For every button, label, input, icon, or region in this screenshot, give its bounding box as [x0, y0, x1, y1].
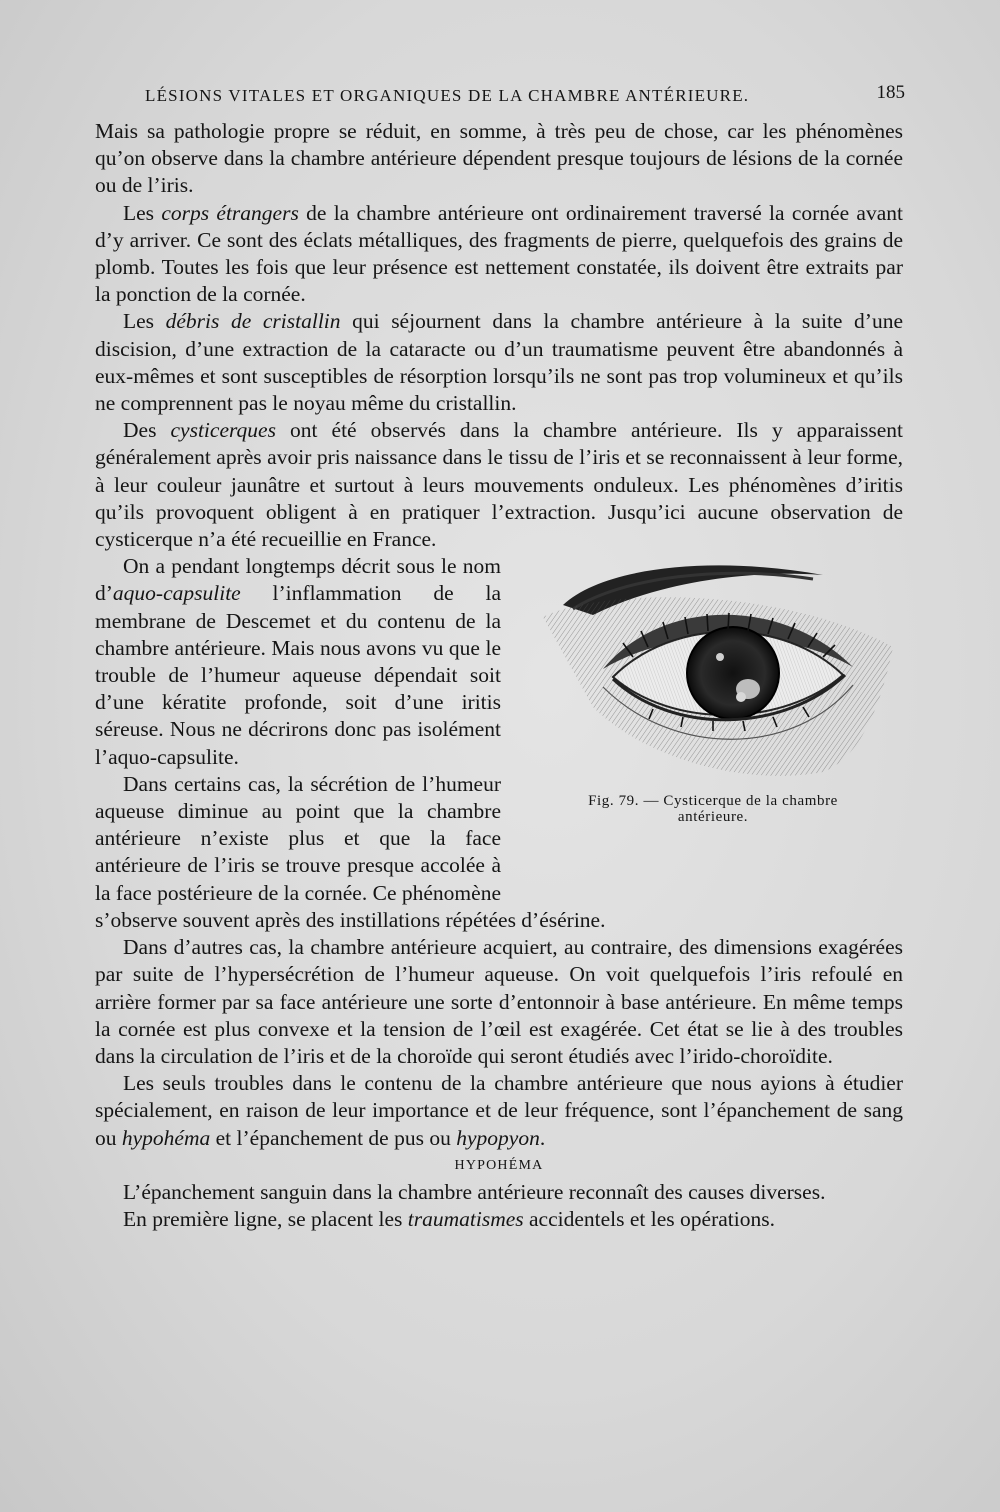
body-text	[95, 118, 903, 1233]
paragraph: En première ligne, se placent les traumatismes accidentels et les opérations.	[123, 1207, 775, 1232]
paragraph: Les débris de cristallin qui séjournent dans la chambre antérieure à la suite d’une discision, d’une extraction de la cataracte ou d’un traumatisme peuvent être abandonnés à eux-mêmes et sont susceptibles de résorption lorsqu’ils ne sont pas trop volumineux et qu’ils ne comprennent pas le noyau même du cristallin.	[95, 309, 904, 416]
eye-illustration	[523, 557, 903, 787]
italic-term: hypopyon	[456, 1125, 540, 1150]
figure-caption: Fig. 79. — Cysticerque de la chambre antérieure.	[588, 793, 838, 826]
italic-term: corps étrangers	[161, 200, 299, 225]
paragraph: Les corps étrangers de la chambre antérieure ont ordinairement traversé la cornée avant d’y arriver. Ce sont des éclats métalliques, des fragments de pierre, quelquefois des grains de plomb. Toutes les fois que leur présence est nettement constatée, ils doivent être extraits par la ponction de la cornée.	[95, 200, 903, 307]
paragraph: Des cysticerques ont été observés dans la chambre antérieure. Ils y apparaissent généralement après avoir pris naissance dans le tissu de l’iris et se reconnaissent à leur forme, à leur couleur jaunâtre et surtout à leurs mouvements onduleux. Les phénomènes d’iritis qu’ils provoquent obligent à en pratiquer l’extraction. Jusqu’ici aucune observation de cysticerque n’a été recueillie en France.	[95, 418, 904, 552]
paragraph: Dans certains cas, la sécrétion de l’humeur aqueuse diminue au point que la chambre antérieure n’existe plus et que la face antérieure de l’iris se trouve presque accolée à la face postérieure de la cornée. Ce phénomène s’observe souvent après des instillations répétées d’ésérine.	[95, 771, 606, 932]
section-heading: HYPOHÉMA	[454, 1157, 544, 1173]
iris	[687, 627, 779, 719]
italic-term: traumatismes	[407, 1207, 524, 1232]
paragraph: L’épanchement sanguin dans la chambre antérieure reconnaît des causes diverses.	[123, 1179, 826, 1204]
paragraph: Mais sa pathologie propre se réduit, en somme, à très peu de chose, car les phénomènes qu’on observe dans la chambre antérieure dépendent presque toujours de lésions de la cornée ou de l’iris.	[95, 119, 903, 198]
paragraph: On a pendant longtemps décrit sous le nom d’aquo-capsulite l’inflammation de la membrane de Descemet et du contenu de la chambre antérieure. Mais nous avons vu que le trouble de l’humeur aqueuse dépendait soit d’une kératite profonde, soit d’une iritis séreuse. Nous ne décrirons donc pas isolément l’aquo-capsulite.	[95, 554, 501, 769]
italic-term: hypohéma	[121, 1125, 211, 1150]
paragraph: Dans d’autres cas, la chambre antérieure acquiert, au contraire, des dimensions exagérées par suite de l’hypersécrétion de l’humeur aqueuse. On voit quelquefois l’iris refoulé en arrière former par sa face antérieure une sorte d’entonnoir à base antérieure. En même temps la cornée est plus convexe et la tension de l’œil est exagérée. Cet état se lie à des troubles dans la circulation de l’iris et de la choroïde qui seront étudiés avec l’irido-choroïdite.	[95, 935, 903, 1068]
paragraph: Les seuls troubles dans le contenu de la chambre antérieure que nous ayions à étudier spécialement, en raison de leur importance et de leur fréquence, sont l’épanchement de sang ou hypohéma et l’épanchement de pus ou hypopyon.	[95, 1071, 903, 1150]
italic-term: débris de cristallin	[165, 309, 341, 334]
figure-79	[523, 557, 903, 883]
page-number: 185	[876, 82, 905, 103]
running-title: LÉSIONS VITALES ET ORGANIQUES DE LA CHAMBRE ANTÉRIEURE.	[145, 86, 750, 105]
italic-term: aquo-capsulite	[112, 581, 241, 606]
italic-term: cysticerques	[170, 418, 276, 443]
